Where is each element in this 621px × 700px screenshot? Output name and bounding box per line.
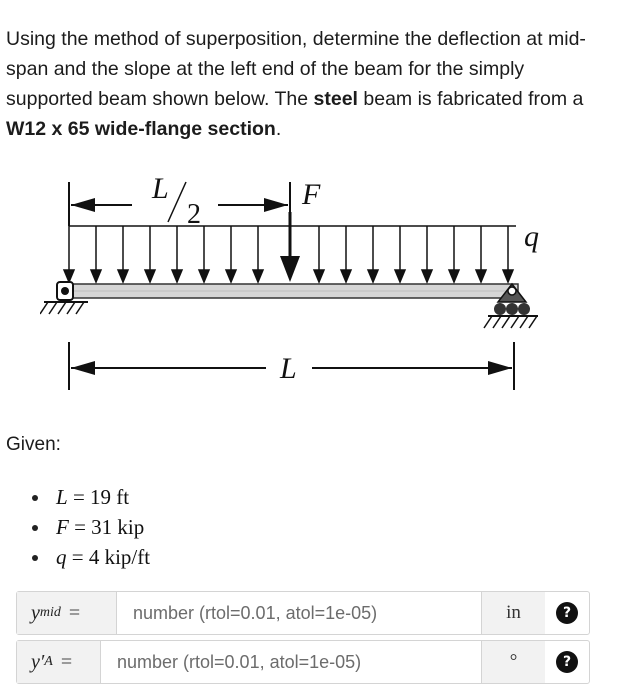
given-item-load: q = 4 kip/ft	[30, 542, 150, 572]
help-icon[interactable]: ?	[556, 602, 578, 624]
deflection-help-button[interactable]	[545, 592, 589, 634]
slope-input[interactable]: number (rtol=0.01, atol=1e-05)	[117, 651, 362, 672]
beam-diagram	[40, 160, 560, 390]
material-label: steel	[313, 88, 358, 110]
answer-row-slope	[16, 640, 590, 684]
given-heading: Given:	[6, 434, 61, 455]
section-label: W12 x 65 wide-flange section	[6, 118, 276, 140]
distributed-load-label: q	[524, 220, 539, 253]
slope-help-button[interactable]	[545, 641, 589, 683]
answer-row-deflection	[16, 591, 590, 635]
help-icon[interactable]: ?	[556, 651, 578, 673]
deflection-unit: in	[481, 592, 545, 634]
problem-statement: Using the method of superposition, determine the deflection at mid-span and the slope at the left end of the beam for the simply supported beam shown below. The steel beam is fabricated from a W12 x 65 wide-flange section.	[6, 28, 586, 140]
slope-unit: °	[481, 641, 545, 683]
half-span-label-2: 2	[187, 199, 201, 230]
given-list	[30, 482, 150, 572]
deflection-input[interactable]: number (rtol=0.01, atol=1e-05)	[133, 602, 378, 623]
deflection-symbol: y mid =	[17, 592, 117, 634]
half-span-label-L: L	[152, 172, 169, 205]
given-item-force: F = 31 kip	[30, 512, 150, 542]
slope-symbol: y′ A =	[17, 641, 101, 683]
force-label: F	[302, 178, 321, 211]
force-arrowhead	[280, 256, 300, 282]
given-item-length: L = 19 ft	[30, 482, 150, 512]
span-label: L	[280, 352, 297, 385]
